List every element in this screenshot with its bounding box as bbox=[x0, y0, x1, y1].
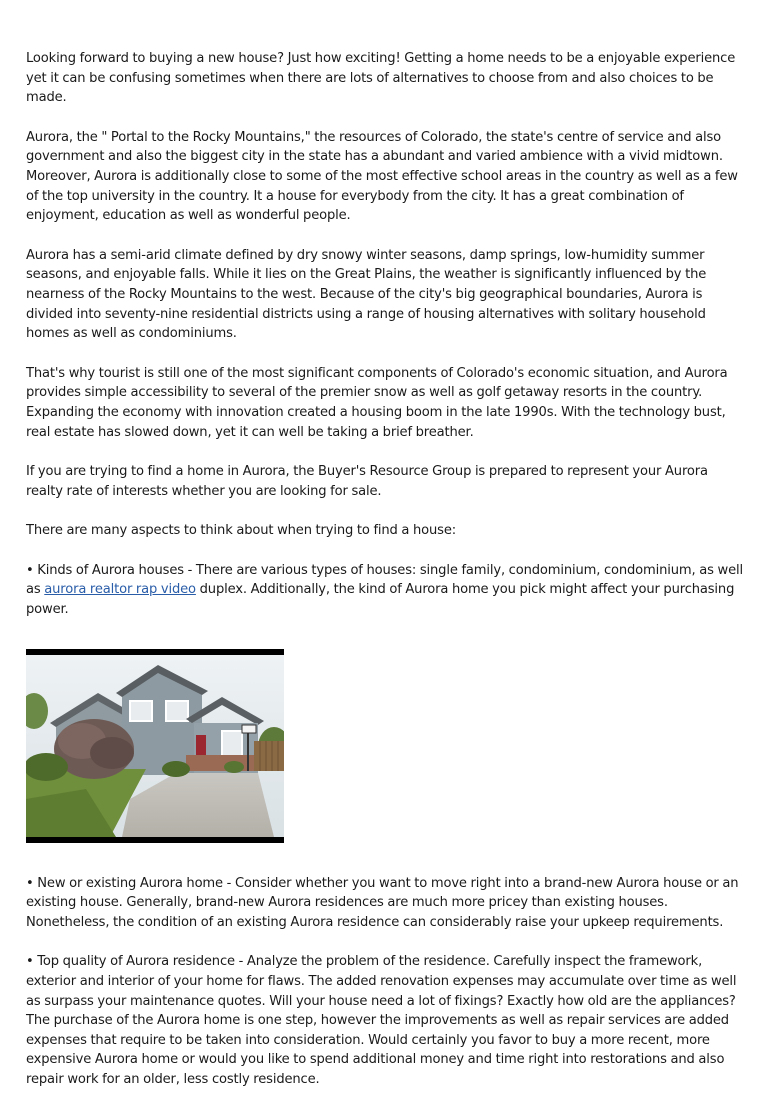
house-illustration bbox=[26, 649, 284, 843]
bullet-top-quality: • Top quality of Aurora residence - Analyze the problem of the residence. Carefully inspect the framework, exterior and interior of your home for flaws. The added renovation expenses may accumulate over time as well as surpass your maintenance quotes. Will your house need a lot of fixings? Exactly how old are the appliances? The purchase of the Aurora home is one step, however the improvements as well as repair services are added expenses that require to be taken into consideration. Would certainly you favor to buy a more recent, more expensive Aurora home or would you like to spend additional money and time right into restorations and also repair work for an older, less costly residence. bbox=[26, 954, 737, 1087]
bullet-new-or-existing: • New or existing Aurora home - Consider whether you want to move right into a brand-new Aurora house or an existing house. Generally, brand-new Aurora residences are much more pricey than existing houses. Nonetheless, the condition of an existing Aurora residence can considerably raise your upkeep requirements. bbox=[26, 875, 739, 930]
paragraph-buyers-resource: If you are trying to find a home in Aurora, the Buyer's Resource Group is prepared to represent your Aurora realty rate of interests whether you are looking for sale. bbox=[26, 464, 708, 499]
aurora-realtor-video-link[interactable]: aurora realtor rap video bbox=[44, 582, 196, 598]
bullet-kinds-of-houses bbox=[26, 561, 746, 620]
paragraph-aspects-intro: There are many aspects to think about when trying to find a house: bbox=[26, 523, 456, 539]
paragraph-aurora-city: Aurora, the " Portal to the Rocky Mountains," the resources of Colorado, the state's centre of service and also government and also the biggest city in the state has a abundant and varied ambience with a vivid midtown. Moreover, Aurora is additionally close to some of the most effective school areas in the country as well as a few of the top university in the country. It a house for everybody from the city. It has a great combination of enjoyment, education as well as wonderful people. bbox=[26, 129, 738, 224]
document-body bbox=[26, 49, 746, 1110]
house-photo bbox=[26, 649, 284, 843]
paragraph-climate: Aurora has a semi-arid climate defined by dry snowy winter seasons, damp springs, low-humidity summer seasons, and enjoyable falls. While it lies on the Great Plains, the weather is significantly influenced by the nearness of the Rocky Mountains to the west. Because of the city's big geographical boundaries, Aurora is divided into seventy-nine residential districts using a range of housing alternatives with solitary household homes as well as condominiums. bbox=[26, 247, 707, 342]
bullet-kinds-text-end: duplex. Additionally, the kind of Aurora home you pick might affect your purchasing power. bbox=[26, 582, 735, 618]
bullet-kinds-text-start: • Kinds of Aurora houses - There are various types of houses: single family, condominium, condominium, as well as bbox=[26, 562, 743, 598]
paragraph-tourism: That's why tourist is still one of the most significant components of Colorado's economic situation, and Aurora provides simple accessibility to several of the premier snow as well as golf getaway resorts in the country. Expanding the economy with innovation created a housing boom in the late 1990s. With the technology bust, real estate has slowed down, yet it can well be taking a brief breather. bbox=[26, 365, 728, 440]
paragraph-intro: Looking forward to buying a new house? Just how exciting! Getting a home needs to be a enjoyable experience yet it can be confusing sometimes when there are lots of alternatives to choose from and also choices to be made. bbox=[26, 51, 736, 106]
